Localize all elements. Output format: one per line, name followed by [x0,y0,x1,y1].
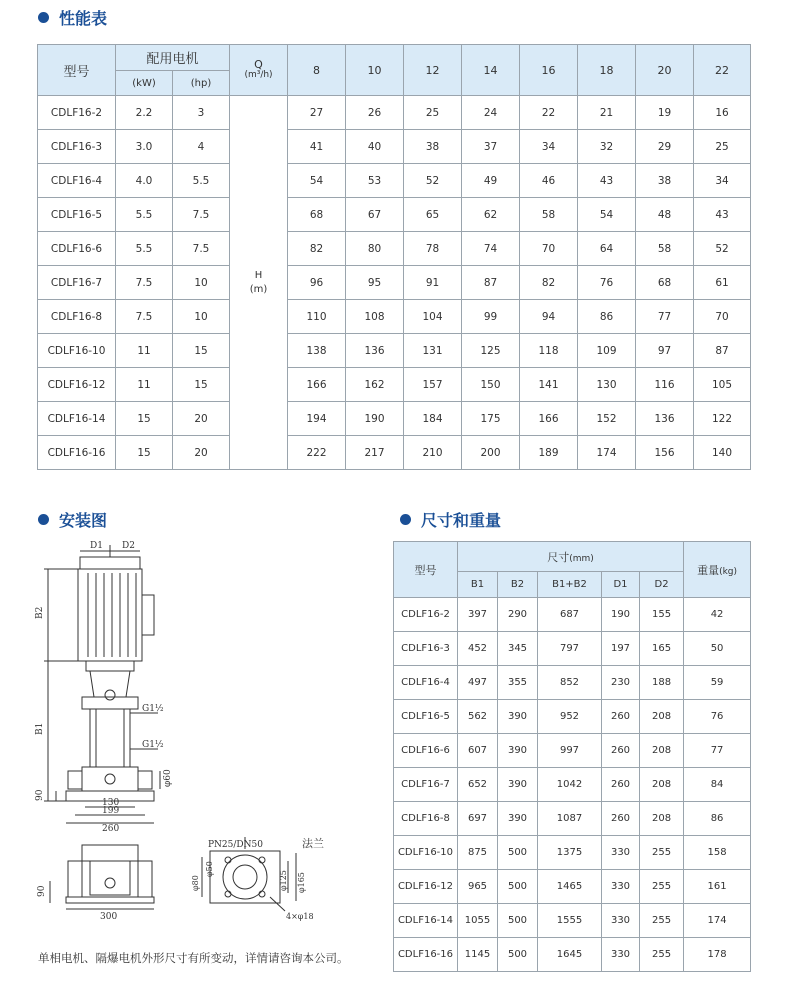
dim-b1-cell: 607 [458,734,498,768]
dim-b2-cell: 500 [498,870,538,904]
head-value-cell: 87 [694,334,751,368]
head-value-cell: 200 [462,436,520,470]
dimension-row [394,632,751,666]
head-value-cell: 110 [288,300,346,334]
dim-model-cell: CDLF16-4 [394,666,458,700]
label-d2: D2 [122,541,135,551]
head-value-cell: 82 [520,266,578,300]
label-w130: 130 [102,798,120,808]
head-value-cell: 136 [346,334,404,368]
dimension-row [394,904,751,938]
label-phi80: φ80 [191,875,200,891]
header-flow: 12 [404,45,462,96]
dim-sum-cell: 997 [538,734,602,768]
header-hp: (hp) [173,71,230,96]
head-value-cell: 68 [288,198,346,232]
dim-model-cell: CDLF16-8 [394,802,458,836]
bullet-icon [38,514,49,525]
bullet-icon [400,514,411,525]
dim-w-cell: 76 [684,700,751,734]
performance-row [38,96,751,130]
head-value-cell: 94 [520,300,578,334]
head-value-cell: 21 [578,96,636,130]
head-value-cell: 29 [636,130,694,164]
dim-b2-cell: 390 [498,700,538,734]
dimension-row [394,700,751,734]
hp-cell: 10 [173,300,230,334]
header-flow: 8 [288,45,346,96]
dim-w-cell: 77 [684,734,751,768]
dim-header-size-label: 尺寸 [547,550,570,564]
footnote: 单相电机、隔爆电机外形尺寸有所变动，详情请咨询本公司。 [38,951,349,965]
dim-b1-cell: 452 [458,632,498,666]
head-value-cell: 43 [578,164,636,198]
dim-d2-cell: 255 [640,836,684,870]
dim-d1-cell: 197 [602,632,640,666]
kw-cell: 4.0 [116,164,173,198]
model-cell: CDLF16-7 [38,266,116,300]
performance-table [37,44,751,470]
dimension-row [394,666,751,700]
head-value-cell: 38 [636,164,694,198]
dim-header-size [458,542,684,572]
flange-plate [210,851,280,903]
head-value-cell: 175 [462,402,520,436]
hp-cell: 4 [173,130,230,164]
head-label-cell [230,96,288,470]
dim-w-cell: 158 [684,836,751,870]
head-value-cell: 70 [520,232,578,266]
head-value-cell: 141 [520,368,578,402]
model-cell: CDLF16-10 [38,334,116,368]
performance-row [38,300,751,334]
dim-model-cell: CDLF16-12 [394,870,458,904]
header-motor: 配用电机 [116,45,230,71]
dim-b2-cell: 390 [498,768,538,802]
performance-title: 性能表 [59,9,108,28]
head-value-cell: 27 [288,96,346,130]
dim-w-cell: 59 [684,666,751,700]
head-value-cell: 19 [636,96,694,130]
label-bolts: 4×φ18 [286,912,314,921]
dim-sum-cell: 1375 [538,836,602,870]
head-unit: (m) [249,283,268,295]
dim-sum-cell: 1465 [538,870,602,904]
dim-d1-cell: 260 [602,700,640,734]
label-g2: G1½ [142,740,164,750]
label-w300: 300 [100,912,118,922]
head-value-cell: 49 [462,164,520,198]
head-value-cell: 32 [578,130,636,164]
head-label: H [254,269,263,281]
header-flow: 14 [462,45,520,96]
head-value-cell: 109 [578,334,636,368]
head-value-cell: 157 [404,368,462,402]
kw-cell: 11 [116,368,173,402]
model-cell: CDLF16-16 [38,436,116,470]
dim-w-cell: 174 [684,904,751,938]
dim-model-cell: CDLF16-10 [394,836,458,870]
label-phi125: φ125 [279,870,288,891]
dim-d2-cell: 165 [640,632,684,666]
dim-b2-cell: 290 [498,598,538,632]
dimension-row [394,938,751,972]
performance-row [38,436,751,470]
performance-row [38,368,751,402]
head-value-cell: 68 [636,266,694,300]
terminal-box [142,595,154,635]
head-value-cell: 152 [578,402,636,436]
dim-d1-cell: 190 [602,598,640,632]
dim-b1-cell: 697 [458,802,498,836]
kw-cell: 11 [116,334,173,368]
dimension-row [394,870,751,904]
head-value-cell: 37 [462,130,520,164]
head-value-cell: 87 [462,266,520,300]
dimensions-section-title [400,508,501,531]
dim-d2-cell: 208 [640,802,684,836]
head-value-cell: 105 [694,368,751,402]
dim-d2-cell: 208 [640,700,684,734]
dim-w-cell: 50 [684,632,751,666]
label-phi50: φ50 [205,861,214,877]
model-cell: CDLF16-4 [38,164,116,198]
hp-cell: 7.5 [173,198,230,232]
performance-section-title [38,6,107,29]
kw-cell: 15 [116,402,173,436]
head-value-cell: 156 [636,436,694,470]
dim-model-cell: CDLF16-6 [394,734,458,768]
head-value-cell: 70 [694,300,751,334]
installation-title: 安装图 [59,511,108,530]
head-value-cell: 96 [288,266,346,300]
dim-model-cell: CDLF16-5 [394,700,458,734]
label-h90: 90 [35,789,45,801]
dim-b2-cell: 390 [498,802,538,836]
head-value-cell: 62 [462,198,520,232]
model-cell: CDLF16-8 [38,300,116,334]
dim-b2-cell: 500 [498,904,538,938]
head-value-cell: 150 [462,368,520,402]
dim-d1-cell: 330 [602,870,640,904]
dim-d1-cell: 330 [602,836,640,870]
pump-base [82,767,138,791]
kw-cell: 7.5 [116,266,173,300]
hp-cell: 15 [173,334,230,368]
model-cell: CDLF16-6 [38,232,116,266]
header-flow: 20 [636,45,694,96]
kw-cell: 5.5 [116,198,173,232]
hp-cell: 7.5 [173,232,230,266]
vent-plug [105,690,115,700]
head-value-cell: 162 [346,368,404,402]
head-value-cell: 116 [636,368,694,402]
label-phi60: φ60 [163,769,173,787]
dim-d1-cell: 330 [602,904,640,938]
head-value-cell: 54 [288,164,346,198]
dim-d2-cell: 208 [640,734,684,768]
dim-header-col: B1 [458,572,498,598]
head-value-cell: 34 [520,130,578,164]
dim-d1-cell: 260 [602,802,640,836]
head-value-cell: 16 [694,96,751,130]
dim-model-cell: CDLF16-3 [394,632,458,666]
performance-row [38,232,751,266]
header-model: 型号 [38,45,116,96]
head-value-cell: 48 [636,198,694,232]
kw-cell: 7.5 [116,300,173,334]
dim-b1-cell: 562 [458,700,498,734]
head-value-cell: 25 [694,130,751,164]
dimension-row [394,768,751,802]
head-value-cell: 40 [346,130,404,164]
head-value-cell: 136 [636,402,694,436]
header-flow: 10 [346,45,404,96]
performance-row [38,164,751,198]
head-value-cell: 97 [636,334,694,368]
dim-sum-cell: 687 [538,598,602,632]
dim-sum-cell: 952 [538,700,602,734]
dim-b2-cell: 345 [498,632,538,666]
head-value-cell: 130 [578,368,636,402]
head-value-cell: 53 [346,164,404,198]
motor-bracket [90,671,130,697]
dim-d2-cell: 155 [640,598,684,632]
dim-d1-cell: 260 [602,734,640,768]
dim-w-cell: 161 [684,870,751,904]
dim-header-col: B2 [498,572,538,598]
dim-b1-cell: 965 [458,870,498,904]
bullet-icon [38,12,49,23]
head-value-cell: 122 [694,402,751,436]
performance-row [38,130,751,164]
head-value-cell: 54 [578,198,636,232]
dim-b1-cell: 397 [458,598,498,632]
head-value-cell: 140 [694,436,751,470]
dim-b2-cell: 355 [498,666,538,700]
dim-b1-cell: 1055 [458,904,498,938]
dim-header-col: B1+B2 [538,572,602,598]
dim-sum-cell: 1645 [538,938,602,972]
dim-model-cell: CDLF16-2 [394,598,458,632]
label-w199: 199 [102,806,120,816]
dim-sum-cell: 1087 [538,802,602,836]
kw-cell: 3.0 [116,130,173,164]
head-value-cell: 64 [578,232,636,266]
dim-header-size-unit: (mm) [569,553,594,564]
model-cell: CDLF16-12 [38,368,116,402]
dimension-row [394,734,751,768]
hp-cell: 20 [173,436,230,470]
head-value-cell: 41 [288,130,346,164]
dim-header-weight-unit: (kg) [719,566,738,577]
flange-circle [223,855,267,899]
head-value-cell: 58 [520,198,578,232]
head-value-cell: 91 [404,266,462,300]
head-value-cell: 78 [404,232,462,266]
head-value-cell: 52 [404,164,462,198]
head-value-cell: 52 [694,232,751,266]
hp-cell: 3 [173,96,230,130]
head-value-cell: 194 [288,402,346,436]
dim-d1-cell: 330 [602,938,640,972]
head-value-cell: 166 [520,402,578,436]
head-value-cell: 131 [404,334,462,368]
performance-row [38,402,751,436]
label-b1: B1 [35,722,45,735]
head-value-cell: 58 [636,232,694,266]
head-value-cell: 34 [694,164,751,198]
header-flow: 16 [520,45,578,96]
dim-model-cell: CDLF16-16 [394,938,458,972]
head-value-cell: 138 [288,334,346,368]
dim-header-col: D2 [640,572,684,598]
performance-row [38,198,751,232]
dim-header-model: 型号 [394,542,458,598]
dim-b2-cell: 500 [498,836,538,870]
kw-cell: 5.5 [116,232,173,266]
head-value-cell: 166 [288,368,346,402]
head-value-cell: 190 [346,402,404,436]
model-cell: CDLF16-5 [38,198,116,232]
dimension-row [394,836,751,870]
head-value-cell: 24 [462,96,520,130]
label-phi165: φ165 [297,872,306,893]
hp-cell: 20 [173,402,230,436]
dim-b1-cell: 1145 [458,938,498,972]
head-value-cell: 86 [578,300,636,334]
head-value-cell: 43 [694,198,751,232]
motor-cap [80,557,140,569]
dim-sum-cell: 852 [538,666,602,700]
dim-w-cell: 84 [684,768,751,802]
label-w260: 260 [102,824,120,834]
head-value-cell: 25 [404,96,462,130]
dim-model-cell: CDLF16-14 [394,904,458,938]
drain-plug [105,774,115,784]
model-cell: CDLF16-2 [38,96,116,130]
dim-d2-cell: 255 [640,870,684,904]
dim-w-cell: 86 [684,802,751,836]
dim-sum-cell: 1555 [538,904,602,938]
dim-header-weight [684,542,751,598]
head-value-cell: 189 [520,436,578,470]
label-g1: G1½ [142,704,164,714]
head-value-cell: 67 [346,198,404,232]
dim-sum-cell: 797 [538,632,602,666]
label-b2: B2 [35,606,45,619]
performance-row [38,266,751,300]
label-flange: 法兰 [302,837,324,850]
dim-d2-cell: 255 [640,904,684,938]
head-value-cell: 108 [346,300,404,334]
dimensions-title: 尺寸和重量 [421,511,502,530]
dim-d2-cell: 188 [640,666,684,700]
kw-cell: 2.2 [116,96,173,130]
dim-b1-cell: 875 [458,836,498,870]
head-value-cell: 217 [346,436,404,470]
head-value-cell: 26 [346,96,404,130]
head-value-cell: 99 [462,300,520,334]
header-flow: 22 [694,45,751,96]
dim-d2-cell: 208 [640,768,684,802]
head-value-cell: 82 [288,232,346,266]
kw-cell: 15 [116,436,173,470]
dim-d1-cell: 260 [602,768,640,802]
header-q [230,45,288,96]
head-value-cell: 222 [288,436,346,470]
dim-model-cell: CDLF16-7 [394,768,458,802]
installation-section-title [38,508,107,531]
model-cell: CDLF16-14 [38,402,116,436]
dim-sum-cell: 1042 [538,768,602,802]
label-d1: D1 [90,541,103,551]
header-q-unit: (m³/h) [244,70,273,81]
label-h90b: 90 [37,885,47,897]
head-value-cell: 65 [404,198,462,232]
dimensions-table [393,541,751,972]
hp-cell: 10 [173,266,230,300]
dimension-row [394,598,751,632]
dim-b2-cell: 390 [498,734,538,768]
head-value-cell: 77 [636,300,694,334]
dim-b1-cell: 652 [458,768,498,802]
head-value-cell: 184 [404,402,462,436]
model-cell: CDLF16-3 [38,130,116,164]
header-flow: 18 [578,45,636,96]
header-q-label: Q [254,58,263,71]
head-value-cell: 104 [404,300,462,334]
dim-d1-cell: 230 [602,666,640,700]
head-value-cell: 61 [694,266,751,300]
head-value-cell: 76 [578,266,636,300]
head-value-cell: 74 [462,232,520,266]
head-value-cell: 95 [346,266,404,300]
hp-cell: 15 [173,368,230,402]
installation-drawing [30,535,375,935]
dim-header-weight-label: 重量 [697,563,720,577]
performance-row [38,334,751,368]
dim-w-cell: 178 [684,938,751,972]
head-value-cell: 80 [346,232,404,266]
head-value-cell: 174 [578,436,636,470]
dimension-row [394,802,751,836]
dim-b1-cell: 497 [458,666,498,700]
dim-b2-cell: 500 [498,938,538,972]
dim-header-col: D1 [602,572,640,598]
dim-w-cell: 42 [684,598,751,632]
head-value-cell: 22 [520,96,578,130]
hp-cell: 5.5 [173,164,230,198]
head-value-cell: 118 [520,334,578,368]
head-value-cell: 46 [520,164,578,198]
header-kw: (kW) [116,71,173,96]
head-value-cell: 38 [404,130,462,164]
dim-d2-cell: 255 [640,938,684,972]
label-pn: PN25/DN50 [208,840,263,850]
head-value-cell: 210 [404,436,462,470]
head-value-cell: 125 [462,334,520,368]
